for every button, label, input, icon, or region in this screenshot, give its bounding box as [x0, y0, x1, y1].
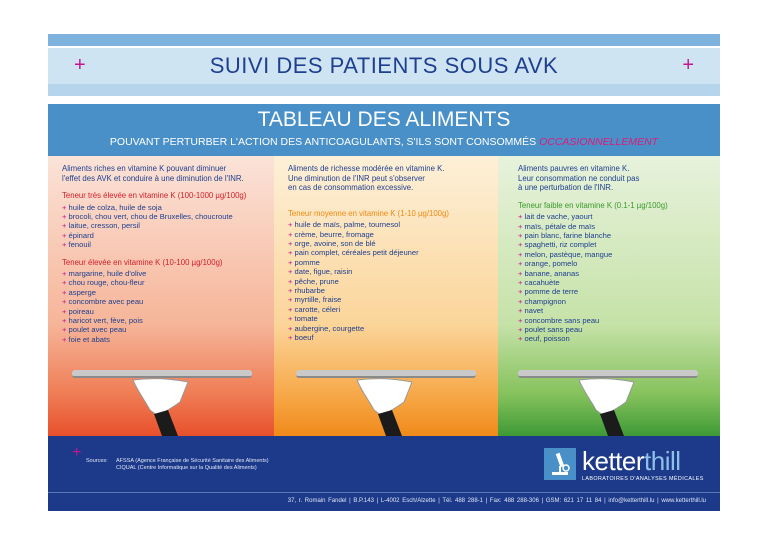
spacer — [48, 96, 720, 104]
list-item: + banane, ananas — [518, 268, 580, 278]
contact-bar — [48, 492, 720, 511]
list-item: + pomme — [288, 257, 320, 267]
subtitle-text: POUVANT PERTURBER L'ACTION DES ANTICOAGULANTS, S'ILS SONT CONSOMMÉS — [109, 136, 537, 148]
list-item: + oeuf, poisson — [518, 334, 570, 344]
list-item: + huile de maïs, palme, tournesol — [288, 220, 401, 230]
list-item: + pêche, prune — [288, 276, 339, 286]
list-item: + chou rouge, chou-fleur — [62, 278, 145, 288]
poster — [48, 34, 720, 510]
title-bar — [48, 48, 720, 84]
sources-label: Sources: — [86, 458, 108, 464]
column-poor-content — [518, 164, 713, 344]
list-item: + asperge — [62, 287, 96, 297]
list-item: + poulet avec peau — [62, 325, 127, 335]
page-title: SUIVI DES PATIENTS SOUS AVK — [209, 53, 559, 78]
list-item: + orange, pomelo — [518, 259, 578, 269]
list-item: + crème, beurre, fromage — [288, 229, 374, 239]
list-item: + concombre avec peau — [62, 297, 144, 307]
column-moderate — [274, 156, 498, 436]
list-item: + lait de vache, yaourt — [518, 212, 593, 222]
list-item: + margarine, huile d'olive — [62, 269, 147, 279]
column-poor — [498, 156, 720, 436]
list-item: + pain complet, céréales petit déjeuner — [288, 248, 419, 258]
column-rich — [48, 156, 274, 436]
contact-info: 37, r. Romain Fandel | B.P.143 | L-4002 Esch/Alzette | Tél. 488 288-1 | Fax: 488 288-306 | GSM: 621 17 11 84 | info@ketterthill.lu | www.ketterthill.lu — [287, 498, 706, 504]
top-band — [48, 34, 720, 46]
list-item: + melon, pastèque, mangue — [518, 249, 613, 259]
list-item: + poireau — [62, 306, 94, 316]
waiter-hand-icon — [128, 376, 198, 436]
list-item: + boeuf — [288, 333, 314, 343]
list-item: + haricot vert, fève, pois — [62, 316, 143, 326]
footer — [48, 436, 720, 492]
food-list — [62, 269, 267, 344]
list-item: + champignon — [518, 296, 566, 306]
list-item: + carotte, céleri — [288, 304, 341, 314]
table-header — [48, 104, 720, 156]
intro-line: Leur consommation ne conduit pas — [518, 173, 640, 183]
list-item: + aubergine, courgette — [288, 323, 365, 333]
intro-line: Aliments riches en vitamine K pouvant diminuer — [62, 164, 227, 173]
list-item: + fenouil — [62, 240, 91, 250]
list-item: + laitue, cresson, persil — [62, 221, 140, 231]
list-item: + huile de colza, huile de soja — [62, 202, 162, 212]
intro-line: Aliments pauvres en vitamine K. — [518, 164, 630, 173]
sources-list — [116, 458, 269, 472]
list-item: + foie et abats — [62, 334, 110, 344]
list-item: + brocoli, chou vert, chou de Bruxelles, choucroute — [62, 212, 233, 221]
list-item: + myrtille, fraise — [288, 295, 342, 305]
food-list — [288, 220, 493, 342]
intro-line: l'effet des AVK et conduire à une diminution de l'INR. — [62, 173, 244, 183]
waiter-hand-icon — [574, 376, 644, 436]
brand-tagline: LABORATOIRES D'ANALYSES MÉDICALES — [582, 476, 704, 482]
brand-part-b: thill — [644, 446, 681, 476]
column-rich-content — [62, 164, 267, 344]
source-item: CIQUAL (Centre Informatique sur la Qualité des Aliments) — [116, 465, 257, 471]
group-heading: Teneur moyenne en vitamine K (1-10 µg/100g) — [288, 208, 449, 218]
brand-part-a: ketter — [582, 446, 645, 476]
group-heading: Teneur élevée en vitamine K (10-100 µg/100g) — [62, 257, 223, 267]
plus-icon-footer: + — [72, 444, 82, 461]
subtitle-emphasis: OCCASIONNELLEMENT — [539, 136, 659, 148]
column-poor-intro — [518, 164, 713, 193]
list-item: + épinard — [62, 230, 94, 240]
intro-line: Une diminution de l'INR peut s'observer — [288, 173, 425, 183]
brand-logo — [582, 446, 681, 477]
column-moderate-intro — [288, 164, 493, 193]
list-item: + maïs, pétale de maïs — [518, 221, 596, 231]
middle-band — [48, 84, 720, 96]
column-moderate-content — [288, 164, 493, 342]
intro-line: en cas de consommation excessive. — [288, 183, 414, 193]
list-item: + pain blanc, farine blanche — [518, 231, 612, 240]
group-heading: Teneur très élevée en vitamine K (100-1000 µg/100g) — [62, 191, 247, 201]
list-item: + rhubarbe — [288, 286, 325, 296]
list-item: + orge, avoine, son de blé — [288, 239, 376, 248]
list-item: + cacahuète — [518, 278, 560, 288]
plus-icon-left: + — [74, 54, 86, 76]
list-item: + pomme de terre — [518, 287, 579, 297]
microscope-logo-icon — [544, 448, 576, 480]
food-list — [62, 203, 267, 250]
list-item: + tomate — [288, 314, 318, 324]
group-heading: Teneur faible en vitamine K (0.1-1 µg/100g) — [518, 200, 668, 210]
waiter-hand-icon — [352, 376, 422, 436]
plus-icon-right: + — [682, 54, 694, 76]
table-title: TABLEAU DES ALIMENTS — [257, 108, 511, 131]
source-item: AFSSA (Agence Française de Sécurité Sanitaire des Aliments) — [116, 458, 269, 464]
list-item: + navet — [518, 306, 544, 316]
list-item: + concombre sans peau — [518, 315, 600, 325]
intro-line: Aliments de richesse modérée en vitamine K. — [288, 164, 445, 173]
list-item: + date, figue, raisin — [288, 267, 353, 277]
table-subtitle — [48, 136, 720, 148]
food-list — [518, 212, 713, 344]
column-rich-intro — [62, 164, 267, 183]
intro-line: à une perturbation de l'INR. — [518, 183, 614, 193]
list-item: + poulet sans peau — [518, 325, 583, 335]
list-item: + spaghetti, riz complet — [518, 240, 597, 250]
